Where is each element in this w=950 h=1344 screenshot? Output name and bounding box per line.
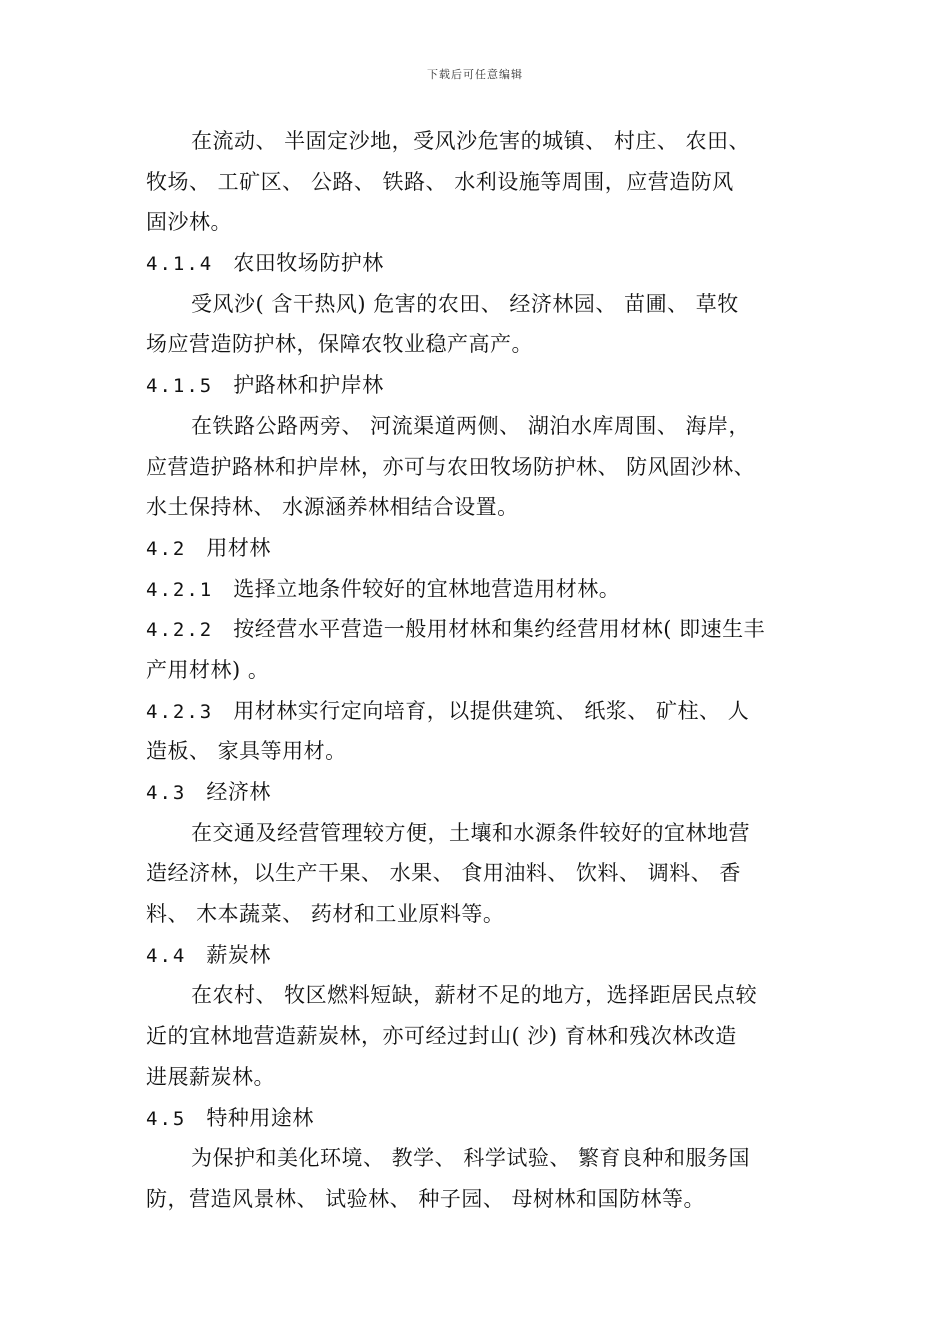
text-line: 受风沙( 含干热风) 危害的农田、 经济林园、 苗圃、 草牧 (191, 291, 739, 316)
section-text: 按经营水平营造一般用材林和集约经营用材林( 即速生丰 (233, 617, 766, 642)
section-title: 护路林和护岸林 (233, 373, 384, 398)
section-title: 农田牧场防护林 (233, 251, 384, 276)
section-heading-4-5 (146, 1098, 806, 1139)
text-line: 应营造护路林和护岸林，亦可与农田牧场防护林、 防风固沙林、 (146, 454, 756, 479)
text-line: 在流动、 半固定沙地，受风沙危害的城镇、 村庄、 农田、 (191, 129, 751, 153)
section-heading-4-2 (146, 528, 806, 569)
text-line: 水土保持林、 水源涵养林相结合设置。 (146, 495, 519, 520)
text-line: 造经济林，以生产干果、 水果、 食用油料、 饮料、 调料、 香 (146, 861, 741, 886)
text-line: 产用材林) 。 (146, 657, 270, 682)
text-line: 防，营造风景林、 试验林、 种子园、 母树林和国防林等。 (146, 1186, 706, 1211)
section-number: 4.3 (146, 782, 187, 804)
paragraph-economic-forest (146, 813, 806, 935)
section-number: 4.5 (146, 1107, 187, 1130)
section-title: 特种用途林 (206, 1105, 314, 1130)
section-heading-4-2-3 (146, 691, 806, 732)
section-title: 经济林 (206, 780, 271, 804)
section-number: 4.1.5 (146, 375, 214, 398)
section-title: 选择立地条件较好的宜林地营造用材林。 (233, 576, 621, 601)
section-number: 4.2.3 (146, 700, 214, 723)
text-line: 料、 木本蔬菜、 药材和工业原料等。 (146, 902, 505, 927)
paragraph-special-purpose-forest (146, 1138, 806, 1219)
paragraph-farmland-protection (146, 284, 806, 365)
section-heading-4-1-4 (146, 243, 806, 284)
section-title: 薪炭林 (206, 942, 271, 967)
section-text: 用材林实行定向培育，以提供建筑、 纸浆、 矿柱、 人 (233, 698, 750, 723)
text-line: 为保护和美化环境、 教学、 科学试验、 繁育良种和服务国 (191, 1146, 751, 1171)
text-line: 在铁路公路两旁、 河流渠道两侧、 湖泊水库周围、 海岸， (191, 413, 751, 438)
section-heading-4-2-1 (146, 569, 806, 610)
paragraph-wind-sand-fixation (146, 121, 806, 243)
text-line: 在交通及经营管理较方便，土壤和水源条件较好的宜林地营 (191, 820, 750, 845)
section-number: 4.1.4 (146, 253, 214, 276)
section-heading-4-2-2 (146, 609, 806, 650)
section-number: 4.2.2 (146, 619, 214, 642)
text-line: 进展薪炭林。 (146, 1064, 275, 1089)
paragraph-firewood-forest (146, 975, 806, 1097)
document-body (146, 121, 806, 1220)
text-line: 场应营造防护林，保障农牧业稳产高产。 (146, 332, 533, 357)
section-number: 4.2 (146, 537, 187, 560)
paragraph-road-bank-protection (146, 406, 806, 528)
page-header: 下载后可任意编辑 (427, 68, 523, 81)
section-number: 4.2.1 (146, 578, 214, 601)
section-title: 用材林 (206, 535, 271, 560)
text-line: 造板、 家具等用材。 (146, 739, 347, 764)
section-heading-4-1-5 (146, 365, 806, 406)
section-heading-4-4 (146, 935, 806, 976)
text-line: 在农村、 牧区燃料短缺，薪材不足的地方，选择距居民点较 (191, 983, 758, 1008)
section-number: 4.4 (146, 944, 187, 967)
text-line: 固沙林。 (146, 210, 232, 235)
section-heading-4-3 (146, 772, 806, 813)
text-line: 牧场、 工矿区、 公路、 铁路、 水利设施等周围，应营造防风 (146, 169, 734, 194)
text-line: 近的宜林地营造薪炭林，亦可经过封山( 沙) 育林和残次林改造 (146, 1024, 737, 1049)
